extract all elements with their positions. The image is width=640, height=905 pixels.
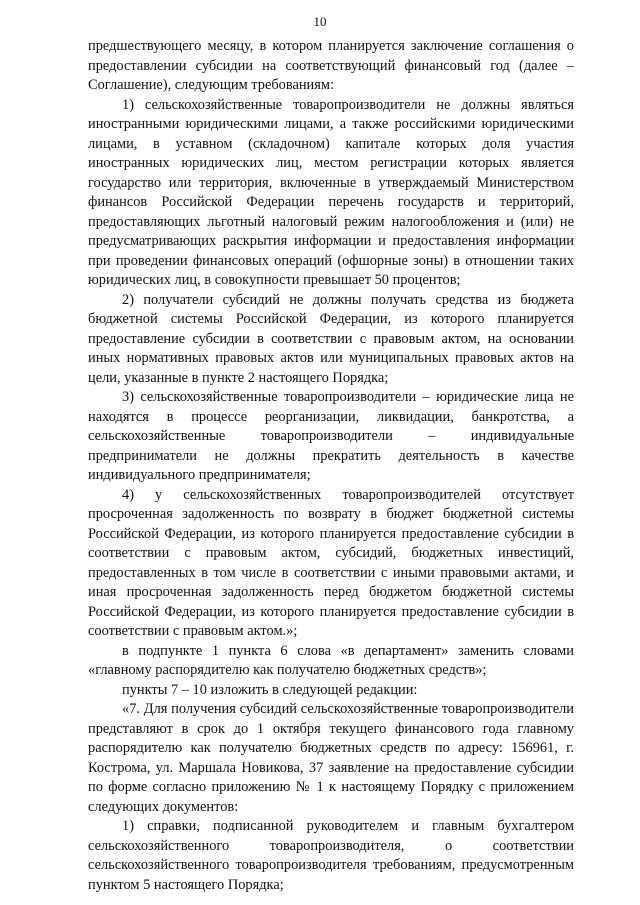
paragraph-continuation: предшествующего месяцу, в котором планируется заключение соглашения о предоставлении субсидии на соответствующий финансовый год (далее – Соглашение), следующим требованиям:: [88, 38, 574, 93]
paragraph-requirement-2: 2) получатели субсидий не должны получать средства из бюджета бюджетной системы Российской Федерации, из которого планируется предоставление субсидии в соответствии с правовым актом, на основании иных нормативных правовых актов или муниципальных правовых актов на цели, указанные в пункте 2 настоящего Порядка;: [88, 291, 574, 386]
paragraph-amendment-point-6: в подпункте 1 пункта 6 слова «в департамент» заменить словами «главному распорядителю как получателю бюджетных средств»;: [88, 642, 574, 678]
paragraph-point-7-item-1: 1) справки, подписанной руководителем и главным бухгалтером сельскохозяйственного товаропроизводителя, о соответствии сельскохозяйственного товаропроизводителя требованиям, предусмотренным пунктом 5 настоящего Порядка;: [88, 818, 574, 893]
page-number: 10: [313, 14, 327, 29]
paragraph-amendment-points-7-10: пункты 7 – 10 изложить в следующей редакции:: [122, 681, 418, 698]
paragraph-requirement-3: 3) сельскохозяйственные товаропроизводители – юридические лица не находятся в процессе реорганизации, ликвидации, банкротства, а сельскохозяйственные товаропроизводители – индивидуальные предприниматели не должны прекратить деятельность в качестве индивидуального предпринимателя;: [88, 389, 574, 483]
document-body: [88, 37, 574, 895]
paragraph-requirement-1: 1) сельскохозяйственные товаропроизводители не должны являться иностранными юридическими лицами, а также российскими юридическими лицами, в уставном (складочном) капитале которых доля участия иностранных юридических лиц, местом регистрации которых является государство или территория, включенные в утверждаемый Министерством финансов Российской Федерации перечень государств и территорий, предоставляющих льготный налоговый режим налогообложения и (или) не предусматривающих раскрытия информации и предоставления информации при проведении финансовых операций (офшорные зоны) в отношении таких юридических лиц, в совокупности превышает 50 процентов;: [88, 96, 574, 288]
paragraph-requirement-4: 4) у сельскохозяйственных товаропроизводителей отсутствует просроченная задолженность по возврату в бюджет бюджетной системы Российской Федерации, из которого планируется предоставление субсидии в соответствии с правовым актом, субсидий, бюджетных инвестиций, предоставленных в том числе в соответствии с иными правовыми актами, и иная просроченная задолженность перед бюджетом бюджетной системы Российской Федерации, из которого планируется предоставление субсидии в соответствии с правовым актом.»;: [88, 486, 574, 639]
paragraph-point-7: «7. Для получения субсидий сельскохозяйственные товаропроизводители представляют в срок до 1 октября текущего финансового года главному распорядителю как получателю бюджетных средств по адресу: 156961, г. Кострома, ул. Маршала Новикова, 37 заявление на предоставление субсидии по форме согласно приложению № 1 к настоящему Порядку с приложением следующих документов:: [88, 701, 574, 815]
